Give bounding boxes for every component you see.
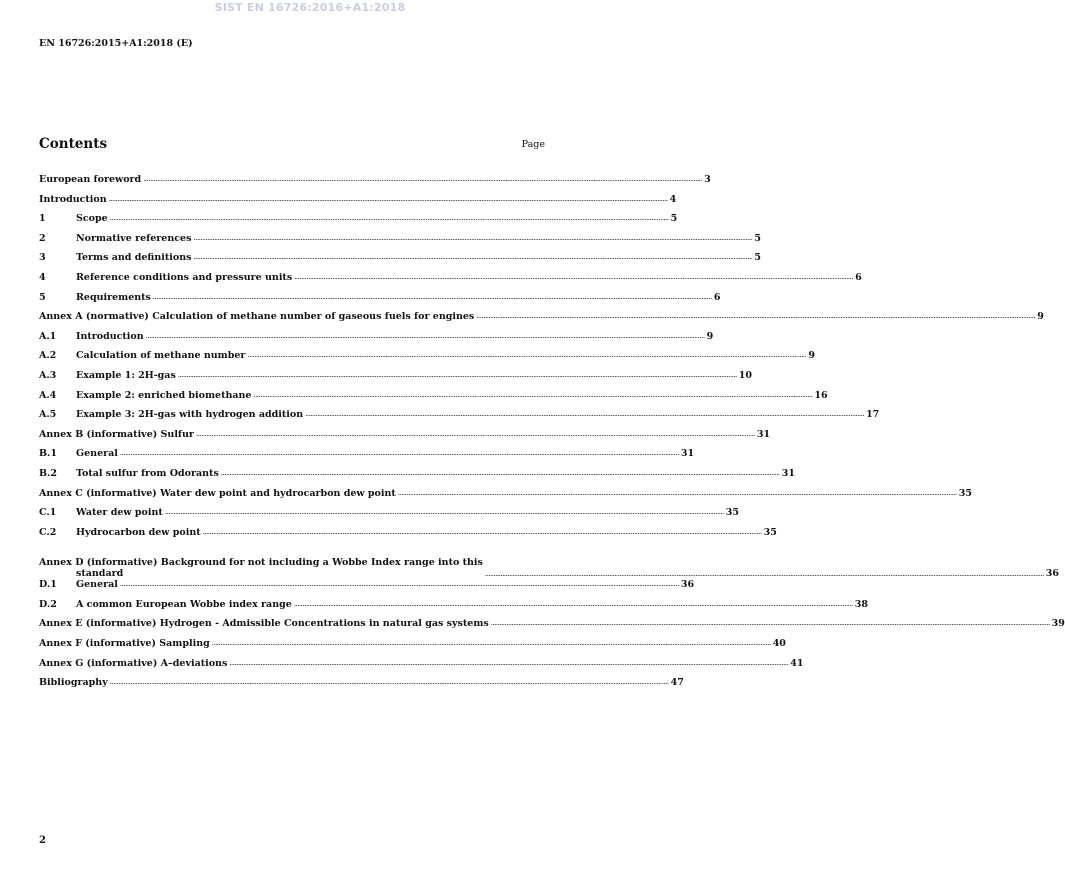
- toc-entry-page: 17: [866, 409, 880, 421]
- toc-entry-page: 38: [854, 598, 868, 610]
- leader-dots: [485, 570, 1044, 578]
- toc-entry-page: 36: [1045, 568, 1060, 580]
- leader-dots: [491, 619, 1050, 627]
- toc-entry-a4[interactable]: [39, 389, 828, 410]
- toc-entry-number: D.2: [39, 598, 57, 610]
- toc-entry-number: A.3: [39, 369, 57, 381]
- toc-entry-title-block: [39, 557, 483, 579]
- toc-entry-title: Water dew point: [76, 507, 163, 519]
- document-id: EN 16726:2015+A1:2018 (E): [39, 38, 193, 49]
- leader-dots: [203, 528, 762, 536]
- toc-entry-number: 4: [39, 271, 46, 283]
- table-of-contents: [39, 174, 1065, 697]
- toc-entry-annex-c[interactable]: [39, 487, 972, 508]
- toc-entry-annex-g[interactable]: [39, 657, 804, 678]
- toc-entry-title: Requirements: [76, 291, 151, 303]
- toc-entry-page: 9: [808, 350, 815, 362]
- toc-entry-page: 35: [958, 487, 972, 499]
- toc-entry-page: 40: [772, 638, 786, 650]
- toc-entry-number: A.5: [39, 409, 57, 421]
- toc-entry-title: Terms and definitions: [76, 252, 192, 264]
- toc-entry-number: D.1: [39, 579, 57, 591]
- toc-entry-title: Hydrocarbon dew point: [76, 526, 201, 538]
- toc-entry-page: 35: [725, 507, 739, 519]
- toc-entry-page: 35: [763, 526, 777, 538]
- leader-dots: [153, 293, 712, 301]
- leader-dots: [110, 214, 669, 222]
- toc-entry-title: General: [76, 579, 118, 591]
- toc-entry-title: Total sulfur from Odorants: [76, 467, 219, 479]
- toc-entry-b1[interactable]: [39, 448, 695, 468]
- toc-entry-title: European foreword: [39, 174, 142, 185]
- leader-dots: [196, 430, 755, 438]
- toc-entry-page: 41: [790, 657, 804, 669]
- toc-entry-page: 6: [713, 291, 721, 303]
- leader-dots: [221, 469, 780, 477]
- contents-title: Contents: [39, 136, 108, 152]
- toc-entry-annex-e[interactable]: [39, 618, 1065, 638]
- toc-entry-a3[interactable]: [39, 369, 752, 390]
- toc-entry-title: Annex F (informative) Sampling: [39, 638, 210, 650]
- toc-entry-number: C.1: [39, 507, 57, 519]
- toc-entry-page: 9: [706, 330, 714, 342]
- toc-entry-number: C.2: [39, 526, 57, 538]
- toc-entry-title-continued: standard: [76, 568, 124, 580]
- toc-entry-title: Calculation of methane number: [76, 350, 246, 362]
- toc-entry-title: Normative references: [76, 232, 192, 244]
- leader-dots: [146, 332, 705, 340]
- toc-entry-requirements[interactable]: [39, 291, 721, 312]
- toc-entry-title: Annex G (informative) A–deviations: [39, 657, 228, 669]
- leader-dots: [212, 639, 771, 647]
- toc-entry-page: 47: [670, 677, 684, 689]
- toc-entry-d1[interactable]: [39, 579, 695, 599]
- toc-entry-page: 31: [781, 467, 795, 479]
- toc-entry-title: Annex D (informative) Background for not including a Wobbe Index range into this: [39, 557, 483, 569]
- toc-entry-page: 36: [680, 579, 695, 591]
- toc-entry-introduction[interactable]: [39, 193, 677, 214]
- leader-dots: [294, 600, 853, 608]
- toc-entry-number: B.2: [39, 467, 57, 479]
- leader-dots: [178, 371, 737, 379]
- toc-entry-number: 2: [39, 232, 46, 244]
- leader-dots: [110, 678, 669, 686]
- toc-entry-page: 10: [738, 369, 752, 381]
- toc-entry-a2[interactable]: [39, 350, 815, 370]
- toc-entry-number: A.1: [39, 330, 57, 342]
- toc-entry-annex-d[interactable]: [39, 546, 1060, 580]
- leader-dots: [193, 253, 752, 261]
- toc-entry-reference-conditions[interactable]: [39, 271, 862, 292]
- toc-entry-title: Scope: [76, 213, 108, 225]
- leader-dots: [294, 273, 853, 281]
- toc-entry-title: Introduction: [39, 193, 107, 205]
- toc-entry-d2[interactable]: [39, 598, 868, 619]
- toc-entry-annex-f[interactable]: [39, 638, 786, 658]
- toc-entry-title: Bibliography: [39, 677, 108, 689]
- toc-entry-european-foreword[interactable]: [39, 174, 711, 194]
- leader-dots: [165, 508, 724, 516]
- leader-dots: [143, 175, 702, 183]
- toc-entry-number: 3: [39, 252, 46, 264]
- toc-entry-title: Example 3: 2H-gas with hydrogen addition: [76, 409, 304, 421]
- toc-entry-page: 16: [814, 389, 828, 401]
- toc-entry-title: Example 1: 2H-gas: [76, 369, 176, 381]
- toc-entry-annex-a[interactable]: [39, 311, 1044, 331]
- leader-dots: [193, 234, 752, 242]
- toc-entry-a1[interactable]: [39, 330, 714, 351]
- toc-entry-number: A.2: [39, 350, 57, 362]
- leader-dots: [398, 489, 957, 497]
- page-column-label: Page: [521, 139, 545, 150]
- toc-entry-number: B.1: [39, 448, 57, 460]
- toc-entry-annex-b[interactable]: [39, 428, 771, 449]
- toc-entry-title: Annex E (informative) Hydrogen - Admissible Concentrations in natural gas systems: [39, 618, 489, 630]
- toc-entry-number: 5: [39, 291, 46, 303]
- leader-dots: [247, 351, 806, 359]
- toc-entry-title: Reference conditions and pressure units: [76, 271, 293, 283]
- leader-dots: [120, 449, 679, 457]
- toc-entry-title: A common European Wobbe index range: [76, 598, 292, 610]
- toc-entry-number: A.4: [39, 389, 57, 401]
- toc-entry-page: 31: [756, 428, 771, 440]
- leader-dots: [253, 391, 812, 399]
- toc-entry-title: Annex B (informative) Sulfur: [39, 428, 194, 440]
- toc-entry-page: 5: [754, 252, 762, 264]
- leader-dots: [305, 410, 864, 418]
- toc-entry-page: 9: [1037, 311, 1044, 323]
- watermark: SIST EN 16726:2016+A1:2018: [214, 1, 406, 14]
- toc-entry-title: General: [76, 448, 118, 460]
- leader-dots: [120, 580, 679, 588]
- toc-entry-page: 5: [670, 213, 678, 225]
- toc-entry-c2[interactable]: [39, 526, 777, 547]
- page-number: 2: [39, 835, 46, 846]
- toc-entry-title: Example 2: enriched biomethane: [76, 389, 252, 401]
- toc-entry-bibliography[interactable]: [39, 677, 684, 697]
- leader-dots: [229, 659, 788, 667]
- toc-entry-scope[interactable]: [39, 213, 678, 233]
- toc-entry-a5[interactable]: [39, 409, 880, 429]
- leader-dots: [476, 312, 1035, 320]
- toc-entry-title: Introduction: [76, 330, 144, 342]
- toc-entry-b2[interactable]: [39, 467, 795, 488]
- toc-entry-normative-references[interactable]: [39, 232, 761, 253]
- toc-entry-terms-and-definitions[interactable]: [39, 252, 762, 272]
- toc-entry-page: 3: [704, 174, 711, 185]
- toc-entry-c1[interactable]: [39, 507, 739, 527]
- toc-entry-title: Annex C (informative) Water dew point and hydrocarbon dew point: [39, 487, 396, 499]
- toc-entry-page: 39: [1051, 618, 1065, 630]
- toc-entry-page: 31: [680, 448, 695, 460]
- leader-dots: [109, 195, 668, 203]
- toc-entry-number: 1: [39, 213, 46, 225]
- toc-entry-page: 6: [855, 271, 862, 283]
- toc-entry-page: 4: [669, 193, 677, 205]
- toc-entry-title: Annex A (normative) Calculation of methane number of gaseous fuels for engines: [39, 311, 475, 323]
- toc-entry-page: 5: [754, 232, 761, 244]
